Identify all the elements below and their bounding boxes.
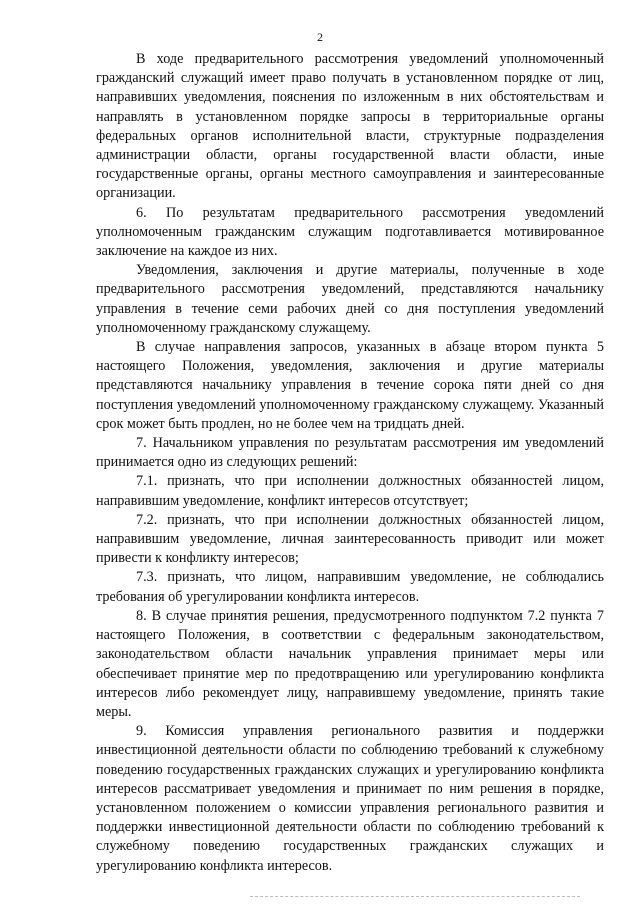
paragraph-8: 8. В случае принятия решения, предусмотренного подпунктом 7.2 пункта 7 настоящего Положения, в соответствии с федеральным законодательством, законодательством области начальник управления принимает меры или обеспечивает принятие мер по предотвращению или урегулированию конфликта интересов либо рекомендует лицу, направившему уведомление, принять такие меры. — [96, 607, 604, 720]
paragraph-9: 9. Комиссия управления регионального развития и поддержки инвестиционной деятельности области по соблюдению требований к служебному поведению государственных гражданских служащих и урегулированию конфликта интересов рассматривает уведомления и принимает по ним решения в порядке, установленном положением о комиссии управления регионального развития и поддержки инвестиционной деятельности области по соблюдению требований к служебному поведению государственных гражданских служащих и урегулированию конфликта интересов. — [96, 723, 604, 874]
paragraph-7-2: 7.2. признать, что при исполнении должностных обязанностей лицом, направившим уведомление, личная заинтересованность приводит или может привести к конфликту интересов; — [96, 511, 604, 567]
paragraph-7-1: 7.1. признать, что при исполнении должностных обязанностей лицом, направившим уведомление, конфликт интересов отсутствует; — [96, 473, 604, 509]
paragraph-6-requests: В случае направления запросов, указанных в абзаце втором пункта 5 настоящего Положения, уведомления, заключения и другие материалы представляются начальнику управления в течение сорока пяти дней со дня поступления уведомлений уполномоченному гражданскому служащему. Указанный срок может быть продлен, но не более чем на тридцать дней. — [96, 339, 604, 432]
paragraph-7-3: 7.3. признать, что лицом, направившим уведомление, не соблюдались требования об урегулировании конфликта интересов. — [96, 569, 604, 605]
document-body — [96, 50, 604, 876]
bottom-scan-line — [250, 896, 580, 897]
paragraph-6: 6. По результатам предварительного рассмотрения уведомлений уполномоченным гражданским служащим подготавливается мотивированное заключение на каждое из них. — [96, 204, 604, 260]
paragraph-6-materials: Уведомления, заключения и другие материалы, полученные в ходе предварительного рассмотрения уведомлений, представляются начальнику управления в течение семи рабочих дней со дня поступления уведомлений уполномоченному гражданскому служащему. — [96, 262, 604, 336]
paragraph-7: 7. Начальником управления по результатам рассмотрения им уведомлений принимается одно из следующих решений: — [96, 435, 604, 471]
paragraph-5-continuation: В ходе предварительного рассмотрения уведомлений уполномоченный гражданский служащий имеет право получать в установленном порядке от лиц, направивших уведомления, пояснения по изложенным в них обстоятельствам и направлять в установленном порядке запросы в территориальные органы федеральных органов исполнительной власти, структурные подразделения администрации области, органы государственной власти области, иные государственные органы, органы местного самоуправления и заинтересованные организации. — [96, 51, 604, 202]
page-number: 2 — [317, 30, 323, 44]
